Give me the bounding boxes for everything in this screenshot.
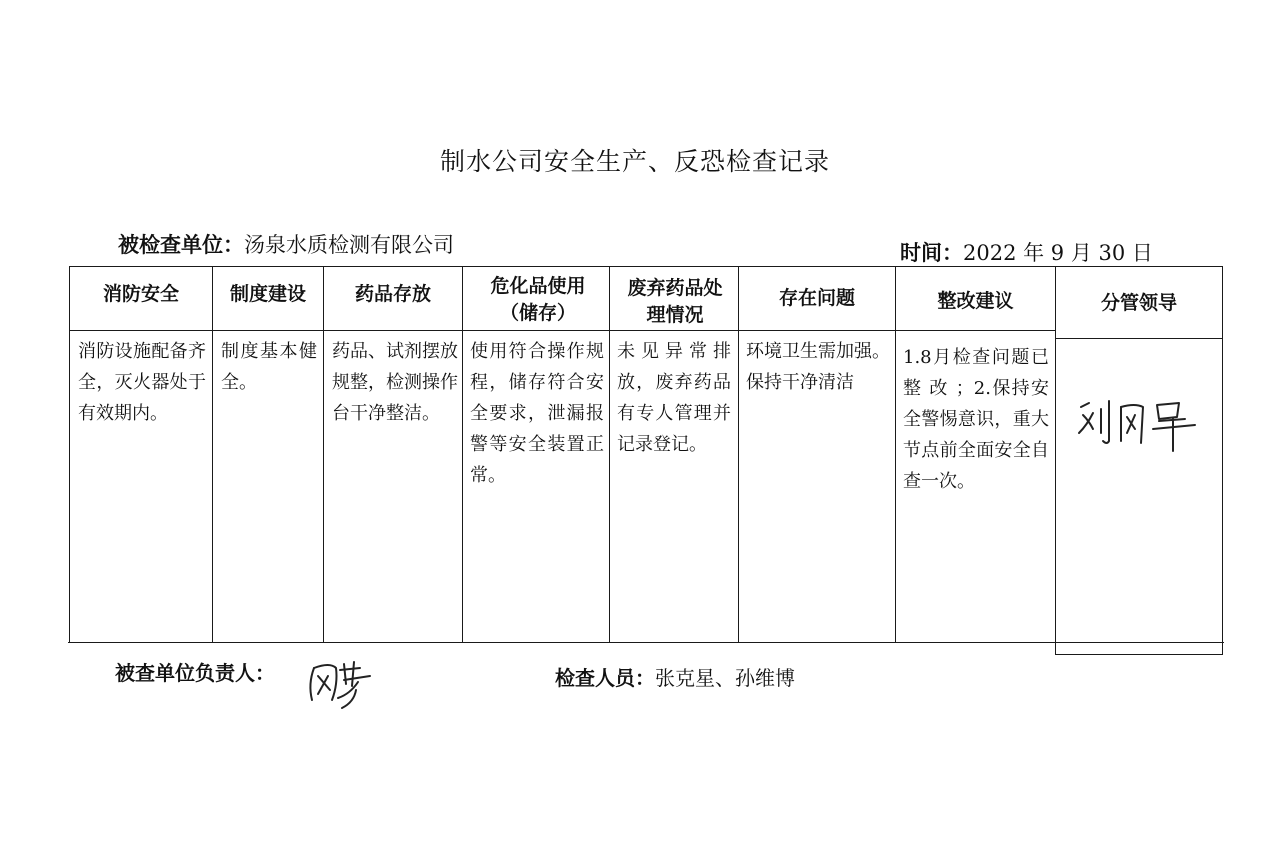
header-hazardous-chemicals: 危化品使用（储存） [490, 275, 586, 324]
col-divider-1 [212, 266, 213, 643]
table-left-border [69, 266, 70, 643]
col-divider-3 [462, 266, 463, 643]
inspected-unit-value: 汤泉水质检测有限公司 [244, 233, 454, 257]
cell-hazardous-chemicals: 使用符合操作规程，储存符合安全要求，泄漏报警等安全装置正常。 [470, 341, 604, 486]
date-label: 时间： [900, 241, 963, 265]
table-bottom-border [68, 642, 1224, 643]
header-divider-right [1055, 338, 1223, 339]
date-value: 2022 年 9 月 30 日 [963, 241, 1153, 265]
document-title: 制水公司安全生产、反恐检查记录 [439, 147, 830, 176]
header-rectification: 整改建议 [937, 289, 1014, 312]
header-leader: 分管领导 [1100, 291, 1177, 314]
col-divider-2 [323, 266, 324, 643]
inspected-unit-label: 被检查单位： [118, 233, 244, 257]
table-right-border [1222, 266, 1223, 654]
header-existing-problems: 存在问题 [778, 286, 855, 309]
cell-existing-problems: 环境卫生需加强。保持干净清洁 [746, 341, 890, 393]
header-divider [69, 330, 1055, 331]
header-fire-safety: 消防安全 [102, 282, 179, 305]
header-system-building: 制度建设 [229, 282, 306, 305]
responsible-signature-image [300, 654, 390, 714]
col-divider-4 [609, 266, 610, 643]
inspectors-line [555, 662, 795, 691]
leader-signature-image [1075, 395, 1205, 455]
cell-system-building: 制度基本健全。 [221, 341, 317, 393]
responsible-person-label: 被查单位负责人： [115, 661, 275, 685]
cell-fire-safety: 消防设施配备齐全，灭火器处于有效期内。 [78, 341, 206, 424]
inspectors-label: 检查人员： [555, 666, 655, 690]
header-drug-storage: 药品存放 [354, 282, 431, 305]
cell-drug-storage: 药品、试剂摆放规整，检测操作台干净整洁。 [332, 341, 458, 424]
header-waste-drugs: 废弃药品处理情况 [627, 277, 723, 326]
cell-rectification: 1.8月检查问题已 整 改 ；2.保持安全警惕意识，重大节点前全面安全自查一次。 [903, 347, 1049, 492]
cell-waste-drugs: 未见异常排放，废弃药品有专人管理并记录登记。 [617, 341, 731, 455]
table-top-border [69, 266, 1222, 267]
inspectors-value: 张克星、孙维博 [655, 666, 795, 690]
last-col-bottom [1055, 654, 1223, 655]
